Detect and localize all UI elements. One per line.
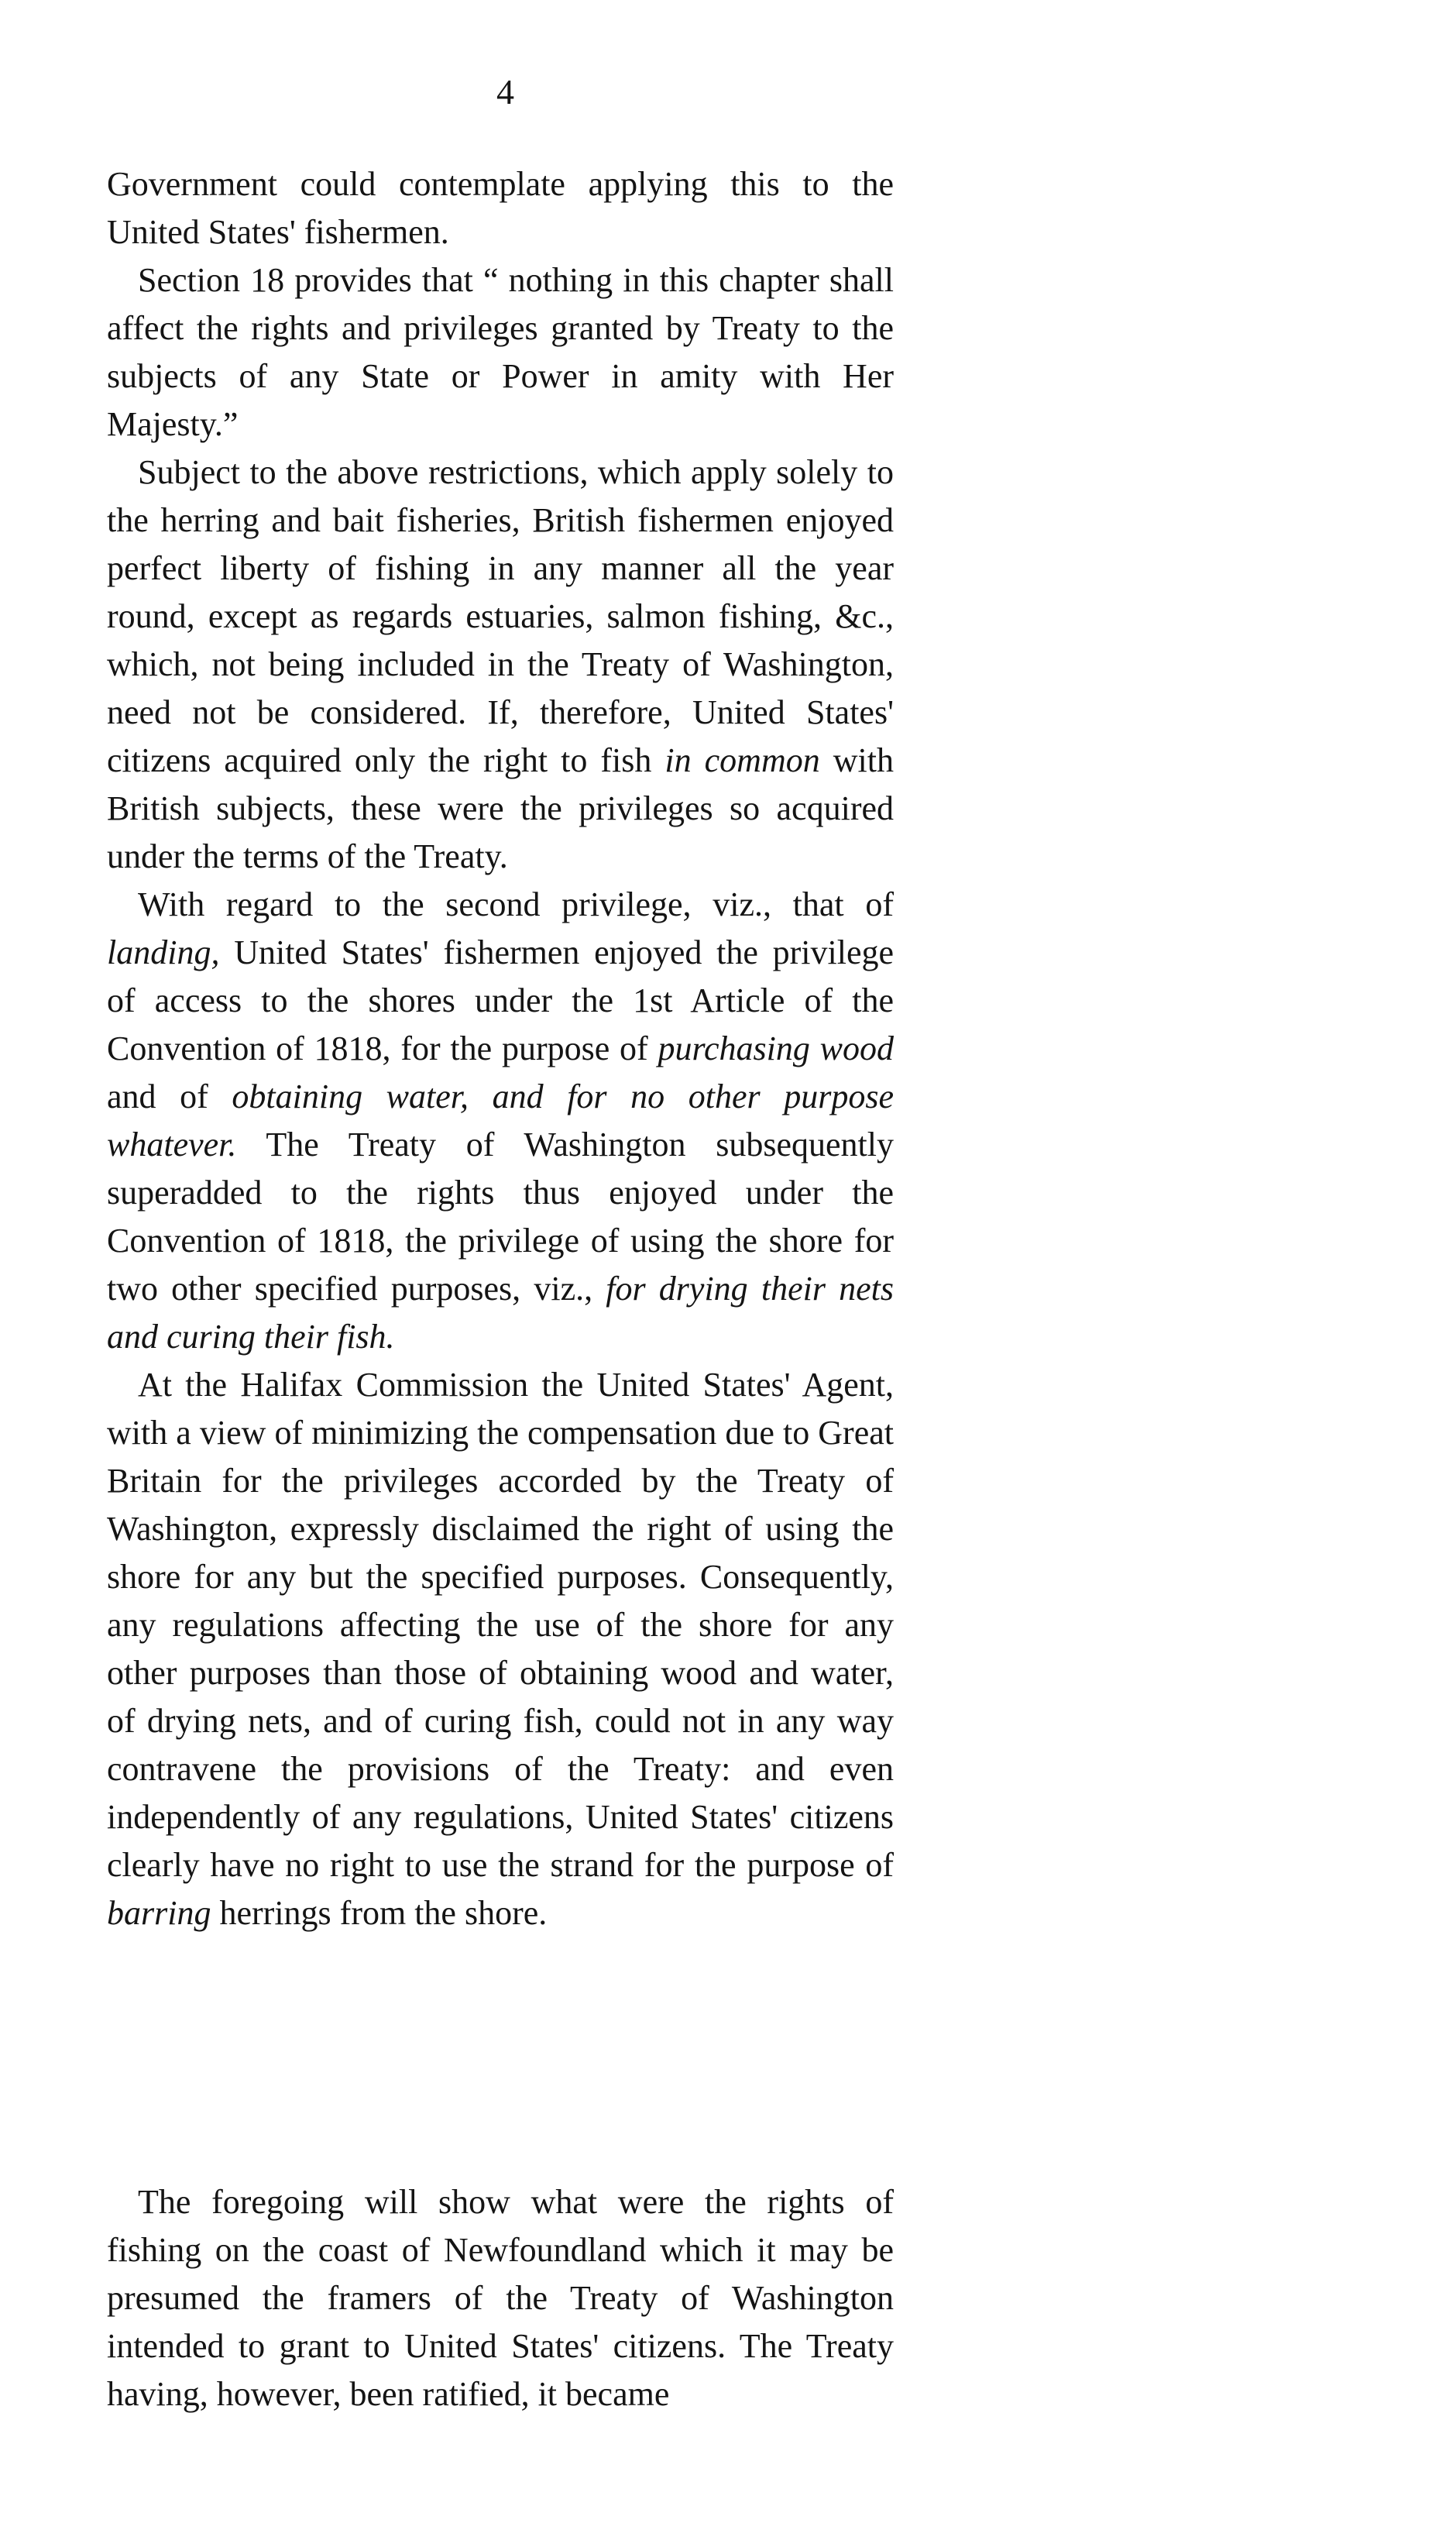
text-run: and of	[107, 1078, 232, 1115]
text-run: with British subjects, these were the privileges so acquired under the terms of the Treaty.	[107, 741, 894, 875]
text-run: Section 18 provides that “ nothing in this chapter shall affect the rights and privileges granted by Treaty to the subjects of any State or Power in amity with Her Majesty.”	[107, 261, 894, 443]
text-run: United States' fishermen enjoyed the privilege of access to the shores under the 1st Article of the Convention of 1818, for the purpose of	[107, 933, 894, 1067]
text-run: herrings from the shore.	[211, 1894, 548, 1932]
paragraph	[107, 2178, 894, 2418]
paragraph	[107, 256, 894, 449]
paragraph	[107, 881, 894, 1361]
text-run: The foregoing will show what were the rights of fishing on the coast of Newfoundland which it may be presumed the framers of the Treaty of Washington intended to grant to United States' citizens. The Treaty having, however, been ratified, it became	[107, 2183, 894, 2413]
italic-text-run: in common	[664, 741, 820, 779]
italic-text-run: obtaining water, and for no other purpose whatever.	[107, 1078, 894, 1164]
text-run: With regard to the second privilege, viz., that of	[138, 885, 894, 923]
text-run: At the Halifax Commission the United States' Agent, with a view of minimizing the compensation due to Great Britain for the privileges accorded by the Treaty of Washington, expressly disclaimed the right of using the shore for any but the specified purposes. Consequently, any regulations affecting the use of the shore for any other purposes than those of obtaining wood and water, of drying nets, and of curing fish, could not in any way contravene the provisions of the Treaty: and even independently of any regulations, United States' citizens clearly have no right to use the strand for the purpose of	[107, 1366, 894, 1884]
text-run: Government could contemplate applying this to the United States' fishermen.	[107, 165, 894, 251]
italic-text-run: purchasing wood	[658, 1029, 894, 1067]
paragraph	[107, 160, 894, 256]
italic-text-run: barring	[107, 1894, 211, 1932]
italic-text-run: for drying their nets and curing their fish.	[107, 1270, 895, 1356]
body-text-continuation	[107, 2178, 894, 2418]
paragraph	[107, 1361, 894, 1937]
text-run: The Treaty of Washington subsequently superadded to the rights thus enjoyed under the Convention of 1818, the privilege of using the shore for two other specified purposes, viz.,	[107, 1126, 894, 1308]
text-run: Subject to the above restrictions, which apply solely to the herring and bait fisheries, British fishermen enjoyed perfect liberty of fishing in any manner all the year round, except as regards estuaries, salmon fishing, &c., which, not being included in the Treaty of Washington, need not be considered. If, therefore, United States' citizens acquired only the right to fish	[107, 453, 894, 779]
body-text-main	[107, 160, 894, 1937]
page-number: 4	[496, 72, 514, 112]
paragraph	[107, 449, 894, 881]
italic-text-run: landing,	[107, 933, 220, 971]
